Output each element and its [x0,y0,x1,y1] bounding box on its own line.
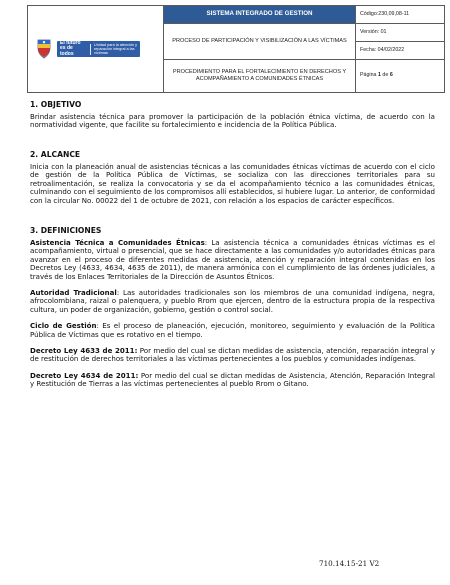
definition-item [30,372,435,389]
page-prefix: Página [360,72,377,79]
document-header [27,5,445,93]
process-title: PROCESO DE PARTICIPACIÓN Y VISIBILIZACIÓN A LAS VÍCTIMAS [164,23,356,59]
definition-item [30,289,435,314]
definition-item [30,322,435,339]
logo-cell [28,6,164,93]
footer-code: 710.14.15-21 V2 [319,559,380,568]
alcance-paragraph: Inicia con la planeación anual de asistencias técnicas a las comunidades étnicas víctimas de acuerdo con el ciclo de gestión de la Política Pública de Víctimas, se socializa con las direcciones territoriales para su retroalimentación, se realiza la convocatoria y se da el acompañamiento técnico a las comunidades étnicas, culminando con el seguimiento de los compromisos allí establecidos, si hubiere lugar. Lo anterior, de conformidad con la circular No. 00022 del 1 de octubre de 2021, con relación a los espacios de carácter específicos. [30,162,435,205]
entity-logo [36,38,163,60]
definition-term: Decreto Ley 4634 de 2011: [30,370,139,380]
definition-term: Ciclo de Gestión [30,321,97,331]
page-total: 6 [389,72,393,79]
page-current: 1 [377,72,381,79]
document-code: Código:230,09,08-11 [356,6,445,24]
entity-name: El futuro es de todos [60,39,81,57]
section-heading-definiciones: 3. DEFINICIONES [30,226,102,235]
section-heading-objetivo: 1. OBJETIVO [30,100,82,109]
colombia-shield-icon [36,38,52,60]
section-heading-alcance: 2. ALCANCE [30,150,81,159]
definition-text: : La asistencia técnica a comunidades étnicas víctimas es el acompañamiento, virtual o presencial, que se hace directamente a las comunidades y/o autoridades étnicas para avanzar en el proceso de diferentes medidas de asistencia, atención y reparación integral contenidas en los Decretos Ley (4633, 4634, 4635 de 2011), de manera armónica con el cumplimiento de las órdenes judiciales, a través de los Enlaces Territoriales de la Dirección de Asuntos Étnicos. [30,238,435,281]
system-title: SISTEMA INTEGRADO DE GESTION [164,6,356,24]
definition-item [30,347,435,364]
section-definiciones [30,226,435,389]
definition-text: Por medio del cual se dictan medidas de Asistencia, Atención, Reparación Integral y Restitución de Tierras a las víctimas pertenecientes al pueblo Rrom o Gitano. [30,370,435,389]
definition-term: Autoridad Tradicional [30,288,117,298]
document-body [30,100,435,397]
objetivo-paragraph: Brindar asistencia técnica para promover la participación de la población étnica víctima, de acuerdo con la normatividad vigente, que facilite su fortalecimiento e incidencia de la Política Pública. [30,112,435,130]
definition-term: Decreto Ley 4633 de 2011: [30,346,138,356]
page-of: de [382,72,389,79]
section-objetivo [30,100,435,150]
page-number [356,59,445,92]
entity-separator [90,44,91,55]
definition-text: Por medio del cual se dictan medidas de asistencia, atención, reparación integral y de restitución de derechos territoriales a las víctimas pertenecientes a los pueblos y comunidades indígenas. [30,346,435,364]
entity-banner [57,41,140,57]
definition-text: : Es el proceso de planeación, ejecución, monitoreo, seguimiento y evaluación de la Política Pública de Víctimas que es rotativo en el tiempo. [30,321,435,339]
procedure-title: PROCEDIMIENTO PARA EL FORTALECIMIENTO EN DERECHOS Y ACOMPAÑAMIENTO A COMUNIDADES ÉTNICAS [164,59,356,92]
entity-unit-text: Unidad para la atención y reparación integral a las víctimas [94,42,138,56]
section-alcance [30,150,435,226]
definition-term: Asistencia Técnica a Comunidades Étnicas [30,238,205,247]
definition-item [30,239,435,281]
definition-text: : Las autoridades tradicionales son los miembros de una comunidad indígena, negra, afrocolombiana, raizal o palenquera, y pueblo Rrom que ejercen, dentro de la estructura propia de la respectiva cultura, un poder de organización, gobierno, gestión o control social. [30,288,435,314]
document-date: Fecha: 04/02/2022 [356,41,445,59]
document-version: Versión: 01 [356,23,445,41]
